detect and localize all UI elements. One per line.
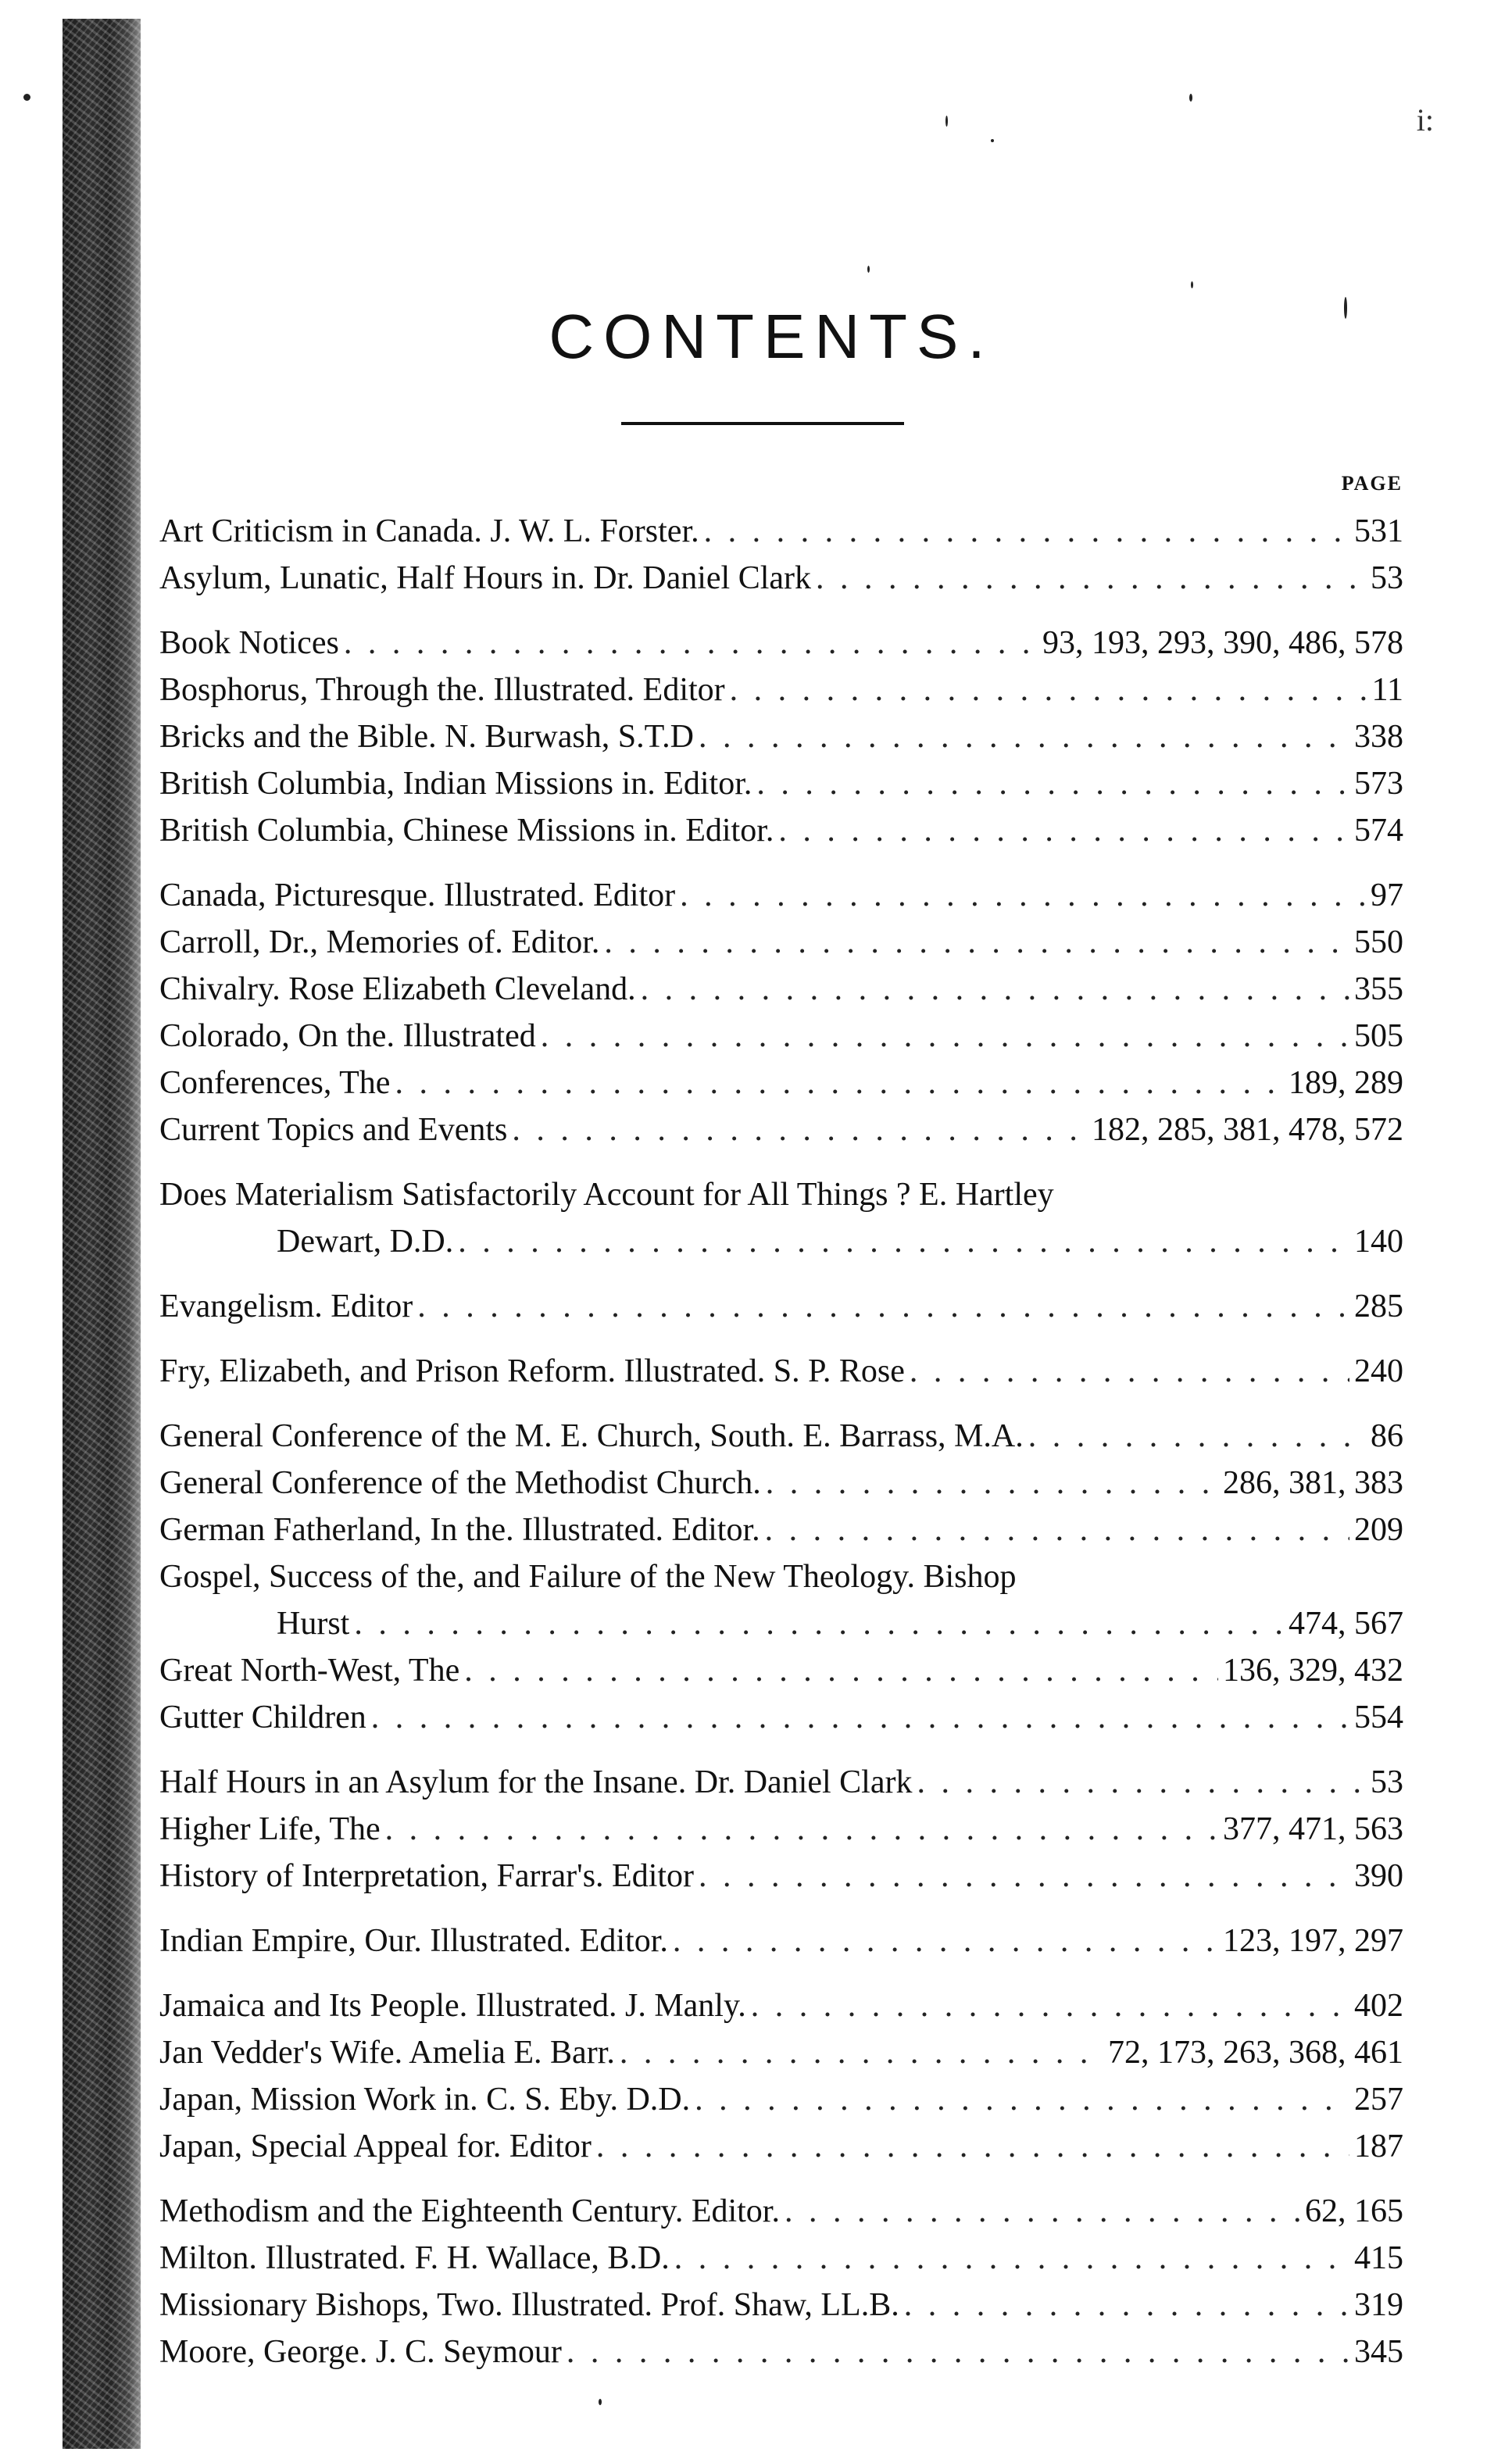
entry-title: Hurst xyxy=(277,1606,350,1642)
leader-dots xyxy=(695,2076,1349,2123)
entry-title: Indian Empire, Our. Illustrated. Editor. xyxy=(159,1923,668,1959)
entry-title: Chivalry. Rose Elizabeth Cleveland. xyxy=(159,971,636,1007)
entry-pages: 377, 471, 563 xyxy=(1223,1811,1403,1847)
entry-pages: 573 xyxy=(1354,766,1403,802)
entry-title: Art Criticism in Canada. J. W. L. Forster. xyxy=(159,513,699,549)
toc-entry-continuation xyxy=(159,1218,1403,1265)
paper-speck xyxy=(1189,94,1192,102)
leader-dots xyxy=(385,1806,1218,1853)
entry-pages: 86 xyxy=(1371,1418,1403,1454)
entry-pages: 257 xyxy=(1354,2082,1403,2118)
toc-entry xyxy=(159,760,1403,807)
entry-pages: 574 xyxy=(1354,813,1403,849)
entry-pages: 505 xyxy=(1354,1018,1403,1054)
toc-entry xyxy=(159,1283,1403,1330)
entry-pages: 390 xyxy=(1354,1858,1403,1894)
leader-dots xyxy=(778,807,1349,854)
entry-title: General Conference of the Methodist Church. xyxy=(159,1465,761,1501)
entry-pages: 53 xyxy=(1371,560,1403,596)
toc-entry xyxy=(159,872,1403,919)
leader-dots xyxy=(756,760,1349,807)
entry-title: General Conference of the M. E. Church, South. E. Barrass, M.A. xyxy=(159,1418,1024,1454)
paper-speck xyxy=(1191,281,1193,288)
entry-pages: 187 xyxy=(1354,2129,1403,2164)
toc-entry xyxy=(159,1982,1403,2029)
toc-entry xyxy=(159,2123,1403,2170)
entry-title: Bricks and the Bible. N. Burwash, S.T.D xyxy=(159,719,694,755)
leader-dots xyxy=(458,1218,1349,1265)
entry-pages: 355 xyxy=(1354,971,1403,1007)
entry-pages: 136, 329, 432 xyxy=(1223,1653,1403,1689)
contents-list xyxy=(159,508,1403,2375)
leader-dots xyxy=(604,919,1349,966)
leader-dots xyxy=(785,2188,1300,2235)
paper-speck xyxy=(599,2399,602,2405)
entry-title: German Fatherland, In the. Illustrated. Editor. xyxy=(159,1512,760,1548)
entry-pages: 189, 289 xyxy=(1289,1065,1403,1101)
paper-speck xyxy=(867,266,870,273)
toc-entry xyxy=(159,1806,1403,1853)
entry-pages: 62, 165 xyxy=(1305,2193,1403,2229)
leader-dots xyxy=(766,1460,1218,1507)
entry-pages: 286, 381, 383 xyxy=(1223,1465,1403,1501)
entry-pages: 97 xyxy=(1371,878,1403,913)
entry-pages: 209 xyxy=(1354,1512,1403,1548)
toc-entry xyxy=(159,966,1403,1013)
leader-dots xyxy=(680,872,1366,919)
leader-dots xyxy=(674,2235,1349,2282)
toc-entry xyxy=(159,1918,1403,1964)
entry-title: Colorado, On the. Illustrated xyxy=(159,1018,536,1054)
toc-entry xyxy=(159,2076,1403,2123)
leader-dots xyxy=(354,1600,1284,1647)
entry-title: Jan Vedder's Wife. Amelia E. Barr. xyxy=(159,2035,615,2071)
leader-dots xyxy=(704,508,1349,555)
entry-pages: 72, 173, 263, 368, 461 xyxy=(1108,2035,1403,2071)
entry-pages: 474, 567 xyxy=(1289,1606,1403,1642)
entry-pages: 345 xyxy=(1354,2334,1403,2370)
leader-dots xyxy=(567,2329,1349,2375)
leader-dots xyxy=(541,1013,1349,1060)
toc-entry xyxy=(159,1507,1403,1553)
entry-pages: 140 xyxy=(1354,1224,1403,1260)
entry-title: Gutter Children xyxy=(159,1700,366,1735)
toc-entry xyxy=(159,1460,1403,1507)
toc-entry xyxy=(159,1106,1403,1153)
book-spine-shadow xyxy=(63,19,141,2449)
leader-dots xyxy=(673,1918,1218,1964)
running-mark: i: xyxy=(1416,102,1434,138)
leader-dots xyxy=(596,2123,1349,2170)
entry-title: Japan, Mission Work in. C. S. Eby. D.D. xyxy=(159,2082,691,2118)
paper-speck xyxy=(991,139,994,142)
leader-dots xyxy=(620,2029,1103,2076)
toc-entry xyxy=(159,2029,1403,2076)
leader-dots xyxy=(395,1060,1284,1106)
leader-dots xyxy=(816,555,1366,602)
toc-entry xyxy=(159,1013,1403,1060)
entry-title: Carroll, Dr., Memories of. Editor. xyxy=(159,924,600,960)
leader-dots xyxy=(512,1106,1087,1153)
leader-dots xyxy=(641,966,1349,1013)
entry-title: Methodism and the Eighteenth Century. Editor. xyxy=(159,2193,780,2229)
entry-pages: 531 xyxy=(1354,513,1403,549)
leader-dots xyxy=(917,1759,1366,1806)
entry-pages: 93, 193, 293, 390, 486, 578 xyxy=(1042,625,1403,661)
entry-title: Missionary Bishops, Two. Illustrated. Prof. Shaw, LL.B. xyxy=(159,2287,899,2323)
entry-title: Higher Life, The xyxy=(159,1811,381,1847)
entry-title: Asylum, Lunatic, Half Hours in. Dr. Daniel Clark xyxy=(159,560,812,596)
entry-pages: 554 xyxy=(1354,1700,1403,1735)
leader-dots xyxy=(371,1694,1349,1741)
leader-dots xyxy=(417,1283,1349,1330)
toc-entry xyxy=(159,1694,1403,1741)
toc-entry xyxy=(159,1413,1403,1460)
toc-entry xyxy=(159,620,1403,667)
entry-pages: 550 xyxy=(1354,924,1403,960)
leader-dots xyxy=(344,620,1038,667)
toc-entry xyxy=(159,2235,1403,2282)
leader-dots xyxy=(904,2282,1349,2329)
leader-dots xyxy=(1028,1413,1366,1460)
entry-title: Fry, Elizabeth, and Prison Reform. Illustrated. S. P. Rose xyxy=(159,1353,905,1389)
entry-pages: 182, 285, 381, 478, 572 xyxy=(1092,1112,1403,1148)
toc-entry xyxy=(159,919,1403,966)
entry-title: Japan, Special Appeal for. Editor xyxy=(159,2129,592,2164)
toc-entry xyxy=(159,667,1403,713)
toc-entry-continuation xyxy=(159,1600,1403,1647)
toc-entry xyxy=(159,713,1403,760)
leader-dots xyxy=(765,1507,1349,1553)
paper-speck xyxy=(945,116,948,127)
toc-entry xyxy=(159,1759,1403,1806)
page-title: CONTENTS. xyxy=(549,302,995,371)
entry-title: Evangelism. Editor xyxy=(159,1289,413,1324)
entry-title: Does Materialism Satisfactorily Account for All Things ? E. Hartley xyxy=(159,1177,1054,1213)
entry-pages: 338 xyxy=(1354,719,1403,755)
entry-title: Half Hours in an Asylum for the Insane. Dr. Daniel Clark xyxy=(159,1764,913,1800)
entry-title: British Columbia, Chinese Missions in. Editor. xyxy=(159,813,774,849)
entry-title: Book Notices xyxy=(159,625,339,661)
entry-pages: 319 xyxy=(1354,2287,1403,2323)
title-rule xyxy=(621,422,904,425)
entry-title: Bosphorus, Through the. Illustrated. Editor xyxy=(159,672,725,708)
entry-title: History of Interpretation, Farrar's. Editor xyxy=(159,1858,695,1894)
leader-dots xyxy=(699,713,1349,760)
entry-pages: 285 xyxy=(1354,1289,1403,1324)
entry-pages: 11 xyxy=(1371,672,1403,708)
leader-dots xyxy=(699,1853,1349,1900)
leader-dots xyxy=(910,1348,1349,1395)
toc-entry xyxy=(159,1348,1403,1395)
paper-speck xyxy=(23,94,30,101)
toc-entry xyxy=(159,1647,1403,1694)
entry-title: Moore, George. J. C. Seymour xyxy=(159,2334,562,2370)
entry-pages: 53 xyxy=(1371,1764,1403,1800)
entry-title: Canada, Picturesque. Illustrated. Editor xyxy=(159,878,676,913)
entry-pages: 415 xyxy=(1354,2240,1403,2276)
toc-entry xyxy=(159,2329,1403,2375)
leader-dots xyxy=(730,667,1367,713)
toc-entry xyxy=(159,508,1403,555)
leader-dots xyxy=(464,1647,1218,1694)
toc-entry xyxy=(159,1853,1403,1900)
entry-title: Great North-West, The xyxy=(159,1653,460,1689)
entry-title: Milton. Illustrated. F. H. Wallace, B.D. xyxy=(159,2240,670,2276)
entry-pages: 240 xyxy=(1354,1353,1403,1389)
toc-entry xyxy=(159,2282,1403,2329)
entry-pages: 123, 197, 297 xyxy=(1223,1923,1403,1959)
entry-title: Current Topics and Events xyxy=(159,1112,508,1148)
toc-entry xyxy=(159,1171,1403,1218)
toc-entry xyxy=(159,2188,1403,2235)
page-column-header: PAGE xyxy=(1341,472,1403,495)
entry-title: Dewart, D.D. xyxy=(277,1224,454,1260)
entry-title: British Columbia, Indian Missions in. Editor. xyxy=(159,766,752,802)
toc-entry xyxy=(159,1553,1403,1600)
entry-pages: 402 xyxy=(1354,1988,1403,2024)
entry-title: Conferences, The xyxy=(159,1065,391,1101)
toc-entry xyxy=(159,807,1403,854)
entry-title: Gospel, Success of the, and Failure of the New Theology. Bishop xyxy=(159,1559,1017,1595)
leader-dots xyxy=(751,1982,1349,2029)
toc-entry xyxy=(159,1060,1403,1106)
entry-title: Jamaica and Its People. Illustrated. J. Manly. xyxy=(159,1988,746,2024)
toc-entry xyxy=(159,555,1403,602)
